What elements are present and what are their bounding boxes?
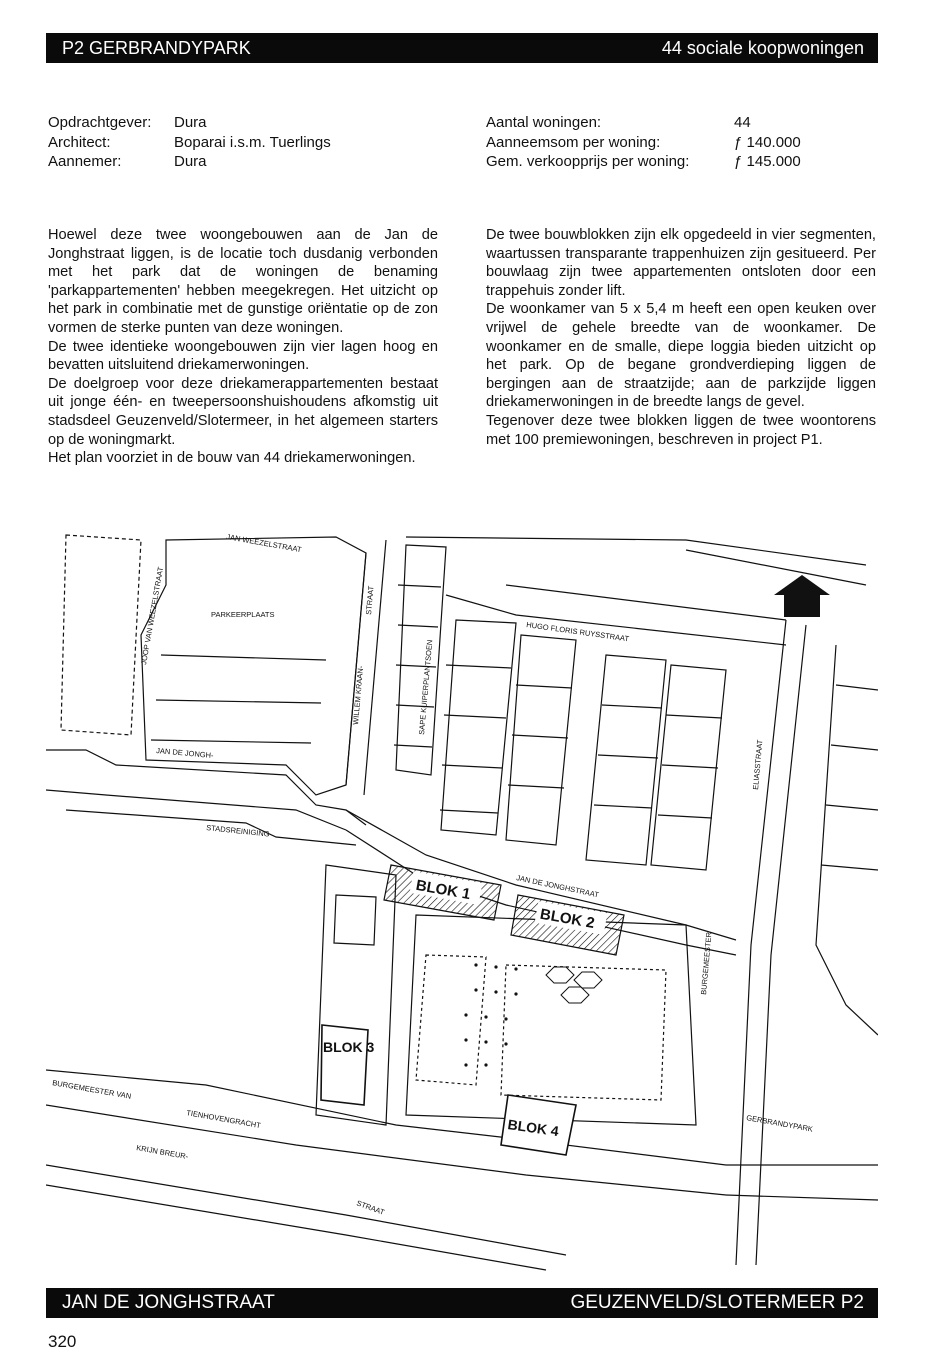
street-label: PARKEERPLAATS bbox=[211, 610, 275, 619]
street-label: HUGO FLORIS RUYSSTRAAT bbox=[525, 620, 630, 644]
paragraph: Het plan voorziet in de bouw van 44 driekamerwoningen. bbox=[48, 450, 416, 467]
street-label: STRAAT bbox=[364, 585, 376, 616]
footer-bar bbox=[46, 1288, 878, 1318]
header-bar bbox=[46, 33, 878, 63]
footer-street: JAN DE JONGHSTRAAT bbox=[62, 1292, 275, 1313]
blok-2 bbox=[511, 895, 624, 955]
figure-label: Aanneemsom per woning: bbox=[486, 133, 661, 151]
figure-value: 44 bbox=[734, 114, 751, 131]
figure-row bbox=[486, 152, 801, 172]
blok-4 bbox=[501, 1095, 576, 1155]
north-arrow-icon bbox=[774, 575, 830, 617]
street-label: ELIASSTRAAT bbox=[751, 739, 765, 791]
street-label: JAN DE JONGH- bbox=[155, 746, 214, 761]
figure-label: Gem. verkoopprijs per woning: bbox=[486, 153, 690, 170]
credit-label: Aannemer: bbox=[48, 153, 122, 170]
header-dwelling-count: 44 sociale koopwoningen bbox=[661, 37, 864, 58]
credit-value: Dura bbox=[174, 114, 207, 131]
street-label: BURGEMEESTER bbox=[699, 931, 714, 996]
page-number: 320 bbox=[48, 1332, 77, 1351]
blok-1-label: BLOK 1 bbox=[414, 876, 472, 904]
paragraph: Tegenover deze twee blokken liggen de twee woontorens met 100 premiewoningen, beschreven in project P1. bbox=[486, 412, 876, 448]
credit-label: Opdrachtgever: bbox=[48, 114, 152, 131]
street-label: JAN DE JONGHSTRAAT bbox=[515, 873, 600, 900]
figure-row bbox=[486, 133, 801, 153]
header-project-title: P2 GERBRANDYPARK bbox=[62, 37, 251, 58]
paragraph: De doelgroep voor deze driekamerappartementen bestaat uit jonge één- en tweepersoonshuishoudens afkomstig uit stadsdeel Geuzenveld/Slotermeer, in het algemeen starters op de woningmarkt. bbox=[48, 375, 438, 448]
project-figures bbox=[486, 113, 801, 172]
figure-label: Aantal woningen: bbox=[486, 114, 602, 131]
paragraph: De woonkamer van 5 x 5,4 m heeft een open keuken over vrijwel de gehele breedte van de woonkamer. De woonkamer en de smalle, diepe loggia bieden uitzicht op het park. Op de begane grondverdieping liggen de bergingen aan de straatzijde; aan de parkzijde liggen driekamerwoningen in de breedte langs de gevel. bbox=[486, 301, 876, 411]
paragraph: De twee bouwblokken zijn elk opgedeeld in vier segmenten, waartussen transparante trappenhuizen zijn gesitueerd. Per bouwlaag zijn twee appartementen ontsloten door een trappehuis zonder lift. bbox=[486, 227, 876, 299]
street-label: STRAAT bbox=[355, 1198, 386, 1217]
street-label: SAPE KUIPERPLANTSOEN bbox=[417, 639, 435, 736]
credit-row bbox=[48, 152, 331, 172]
figure-value: ƒ 140.000 bbox=[734, 133, 801, 151]
credit-label: Architect: bbox=[48, 133, 111, 151]
street-label: TIENHOVENGRACHT bbox=[185, 1108, 262, 1131]
blok-2-label: BLOK 2 bbox=[538, 905, 596, 933]
credit-row bbox=[48, 113, 331, 133]
project-credits bbox=[48, 113, 331, 172]
street-label: BURGEMEESTER VAN bbox=[51, 1078, 132, 1101]
figure-value: ƒ 145.000 bbox=[734, 153, 801, 170]
blok-3-label: BLOK 3 bbox=[323, 1039, 375, 1055]
figure-row bbox=[486, 113, 801, 133]
street-label: KRIJN BREUR- bbox=[135, 1143, 189, 1162]
paragraph: Hoewel deze twee woongebouwen aan de Jan de Jonghstraat liggen, is de locatie toch dusdanig verbonden met het park dat de woningen de benaming 'parkappartementen' hebben meegekregen. Het uitzicht op het park in combinatie met de gunstige oriëntatie op de zon vormen de sterke punten van deze woningen. bbox=[48, 227, 438, 336]
paragraph: De twee identieke woongebouwen zijn vier lagen hoog en bevatten uitsluitend driekamerwoningen. bbox=[48, 338, 438, 374]
site-map bbox=[46, 525, 878, 1275]
credit-row bbox=[48, 133, 331, 153]
street-label: JOOP VAN WEEZELSTRAAT bbox=[139, 566, 166, 666]
body-text-left bbox=[48, 226, 438, 468]
street-label: GERBRANDYPARK bbox=[745, 1113, 814, 1134]
blok-3 bbox=[321, 1025, 375, 1105]
credit-value: Dura bbox=[174, 153, 207, 170]
blok-4-label: BLOK 4 bbox=[506, 1116, 560, 1140]
footer-district: GEUZENVELD/SLOTERMEER P2 bbox=[570, 1292, 864, 1313]
body-text-right bbox=[486, 226, 876, 449]
street-label: WILLEM KRAAN- bbox=[351, 665, 366, 726]
credit-value: Boparai i.s.m. Tuerlings bbox=[174, 133, 331, 151]
street-label: STADSREINIGING bbox=[205, 823, 271, 839]
street-label: JAN WEEZELSTRAAT bbox=[225, 532, 303, 555]
blok-1 bbox=[384, 865, 501, 920]
